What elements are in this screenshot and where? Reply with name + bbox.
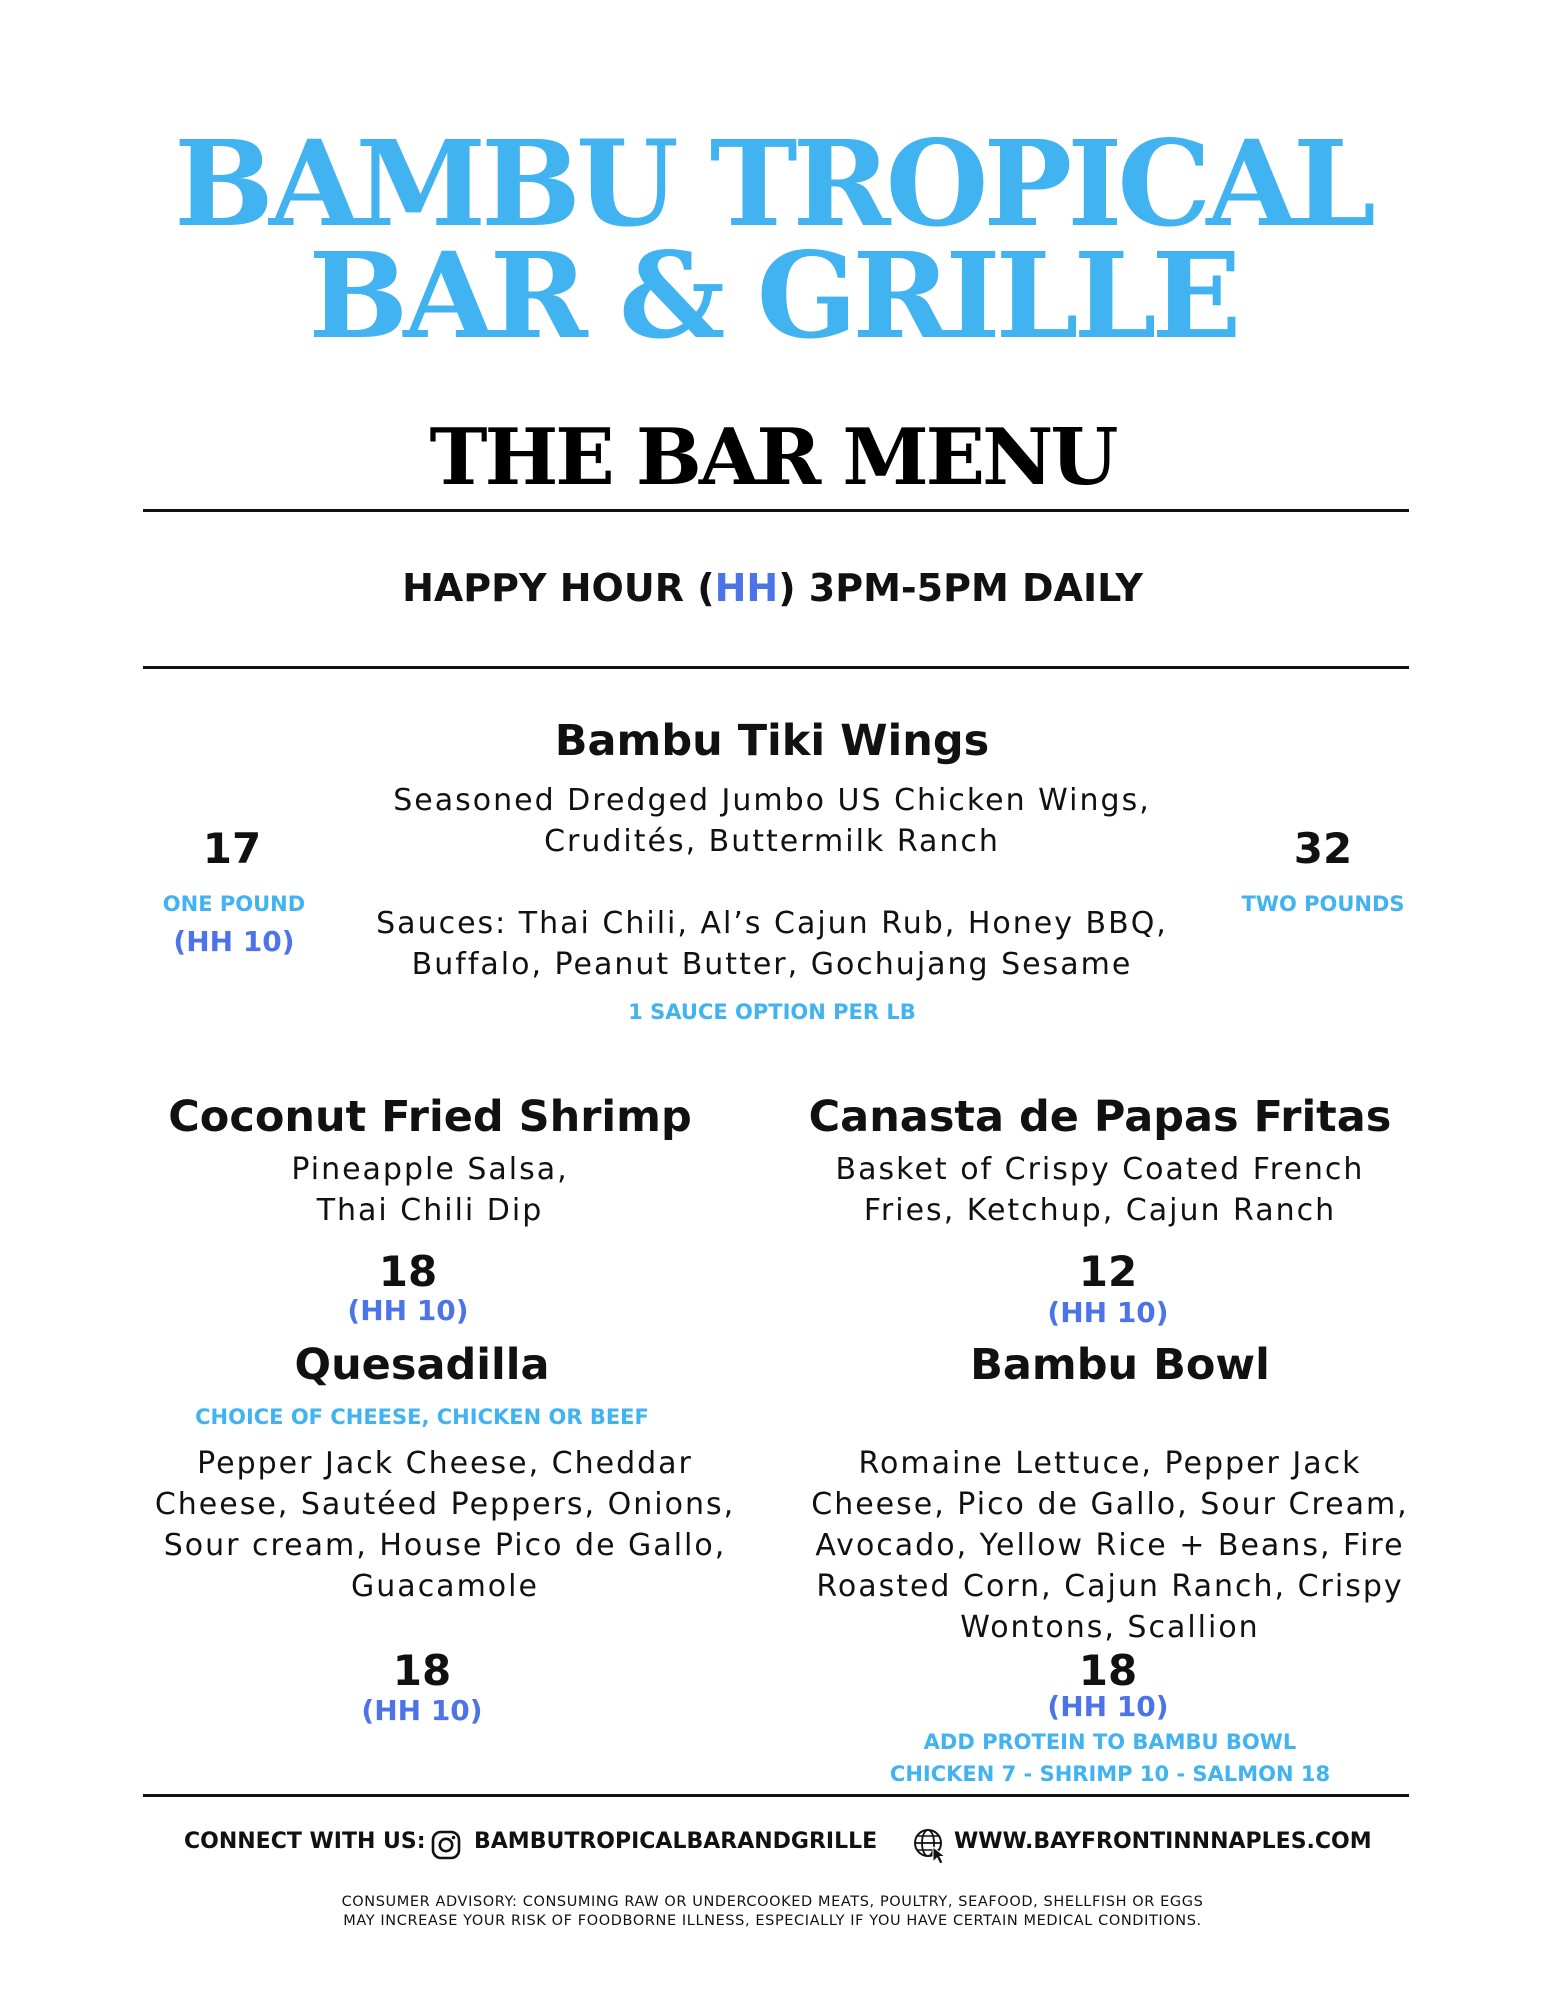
bowl-desc-line: Roasted Corn, Cajun Ranch, Crispy	[816, 1569, 1404, 1604]
restaurant-name-line2: BAR & GRILLE	[308, 226, 1237, 365]
bowl-desc-line: Wontons, Scallion	[960, 1610, 1260, 1645]
shrimp-happy-hour-price: (HH 10)	[347, 1294, 469, 1327]
website-link[interactable]: WWW.BAYFRONTINNNAPLES.COM	[954, 1829, 1372, 1854]
quesadilla-desc-line: Cheese, Sautéed Peppers, Onions,	[154, 1487, 736, 1522]
consumer-advisory	[0, 1893, 1545, 1931]
quesadilla-desc-line: Sour cream, House Pico de Gallo,	[163, 1528, 727, 1563]
shrimp-description	[130, 1149, 730, 1231]
restaurant-name-line1: BAMBU TROPICAL	[174, 114, 1371, 253]
quesadilla-price: 18	[392, 1646, 452, 1695]
shrimp-desc-line: Pineapple Salsa,	[291, 1152, 569, 1187]
quesadilla-desc-line: Pepper Jack Cheese, Cheddar	[197, 1446, 693, 1481]
wings-sauces-line: Sauces: Thai Chili, Al’s Cajun Rub, Honey BBQ,	[376, 906, 1168, 941]
wings-one-pound-label: ONE POUND	[162, 892, 306, 916]
quesadilla-description	[125, 1443, 765, 1607]
quesadilla-desc-line: Guacamole	[351, 1569, 539, 1604]
wings-one-pound-price: 17	[202, 824, 262, 873]
wings-sauces	[322, 903, 1222, 985]
fries-desc-line: Basket of Crispy Coated French	[835, 1152, 1365, 1187]
bowl-title: Bambu Bowl	[970, 1340, 1270, 1390]
happy-hour-banner	[0, 566, 1545, 610]
wings-happy-hour-price: (HH 10)	[173, 925, 295, 958]
bowl-desc-line: Romaine Lettuce, Pepper Jack	[858, 1446, 1362, 1481]
quesadilla-happy-hour-price: (HH 10)	[361, 1694, 483, 1727]
bowl-description	[780, 1443, 1440, 1648]
advisory-line: MAY INCREASE YOUR RISK OF FOODBORNE ILLNESS, ESPECIALLY IF YOU HAVE CERTAIN MEDICAL CONDITIONS.	[343, 1913, 1202, 1929]
connect-label: CONNECT WITH US:	[184, 1829, 426, 1854]
fries-happy-hour-price: (HH 10)	[1047, 1296, 1169, 1329]
instagram-icon	[430, 1829, 462, 1861]
divider	[143, 1794, 1409, 1797]
divider	[143, 509, 1409, 512]
shrimp-price: 18	[378, 1247, 438, 1296]
fries-desc-line: Fries, Ketchup, Cajun Ranch	[863, 1193, 1337, 1228]
wings-sauces-line: Buffalo, Peanut Butter, Gochujang Sesame	[411, 947, 1133, 982]
wings-title: Bambu Tiki Wings	[554, 716, 990, 766]
wings-two-pound-label: TWO POUNDS	[1241, 892, 1405, 916]
fries-price: 12	[1078, 1247, 1138, 1296]
quesadilla-title: Quesadilla	[294, 1340, 550, 1390]
wings-desc-line: Seasoned Dredged Jumbo US Chicken Wings,	[393, 783, 1151, 818]
menu-title: THE BAR MENU	[429, 412, 1116, 503]
sauce-option-note: 1 SAUCE OPTION PER LB	[628, 1000, 916, 1024]
bowl-price: 18	[1078, 1646, 1138, 1695]
happy-hour-abbr: HH	[714, 566, 779, 610]
fries-title: Canasta de Papas Fritas	[808, 1092, 1392, 1142]
happy-hour-prefix: HAPPY HOUR (	[402, 566, 715, 610]
wings-two-pound-price: 32	[1293, 824, 1353, 873]
bowl-happy-hour-price: (HH 10)	[1047, 1690, 1169, 1723]
bowl-addon-line: CHICKEN 7 - SHRIMP 10 - SALMON 18	[889, 1762, 1331, 1786]
advisory-line: CONSUMER ADVISORY: CONSUMING RAW OR UNDERCOOKED MEATS, POULTRY, SEAFOOD, SHELLFISH OR EGGS	[341, 1894, 1204, 1910]
wings-desc-line: Crudités, Buttermilk Ranch	[544, 824, 1000, 859]
bowl-addon-line: ADD PROTEIN TO BAMBU BOWL	[923, 1730, 1297, 1754]
bowl-desc-line: Cheese, Pico de Gallo, Sour Cream,	[811, 1487, 1409, 1522]
globe-cursor-icon	[912, 1827, 950, 1865]
quesadilla-choice-note: CHOICE OF CHEESE, CHICKEN OR BEEF	[195, 1405, 649, 1429]
bowl-protein-addon-note	[810, 1726, 1410, 1790]
shrimp-desc-line: Thai Chili Dip	[316, 1193, 544, 1228]
shrimp-title: Coconut Fried Shrimp	[168, 1092, 692, 1142]
wings-description	[322, 780, 1222, 862]
fries-description	[790, 1149, 1410, 1231]
divider	[143, 666, 1409, 669]
happy-hour-suffix: ) 3PM-5PM DAILY	[778, 566, 1143, 610]
instagram-handle-link[interactable]: BAMBUTROPICALBARANDGRILLE	[474, 1829, 878, 1854]
bowl-desc-line: Avocado, Yellow Rice + Beans, Fire	[815, 1528, 1405, 1563]
